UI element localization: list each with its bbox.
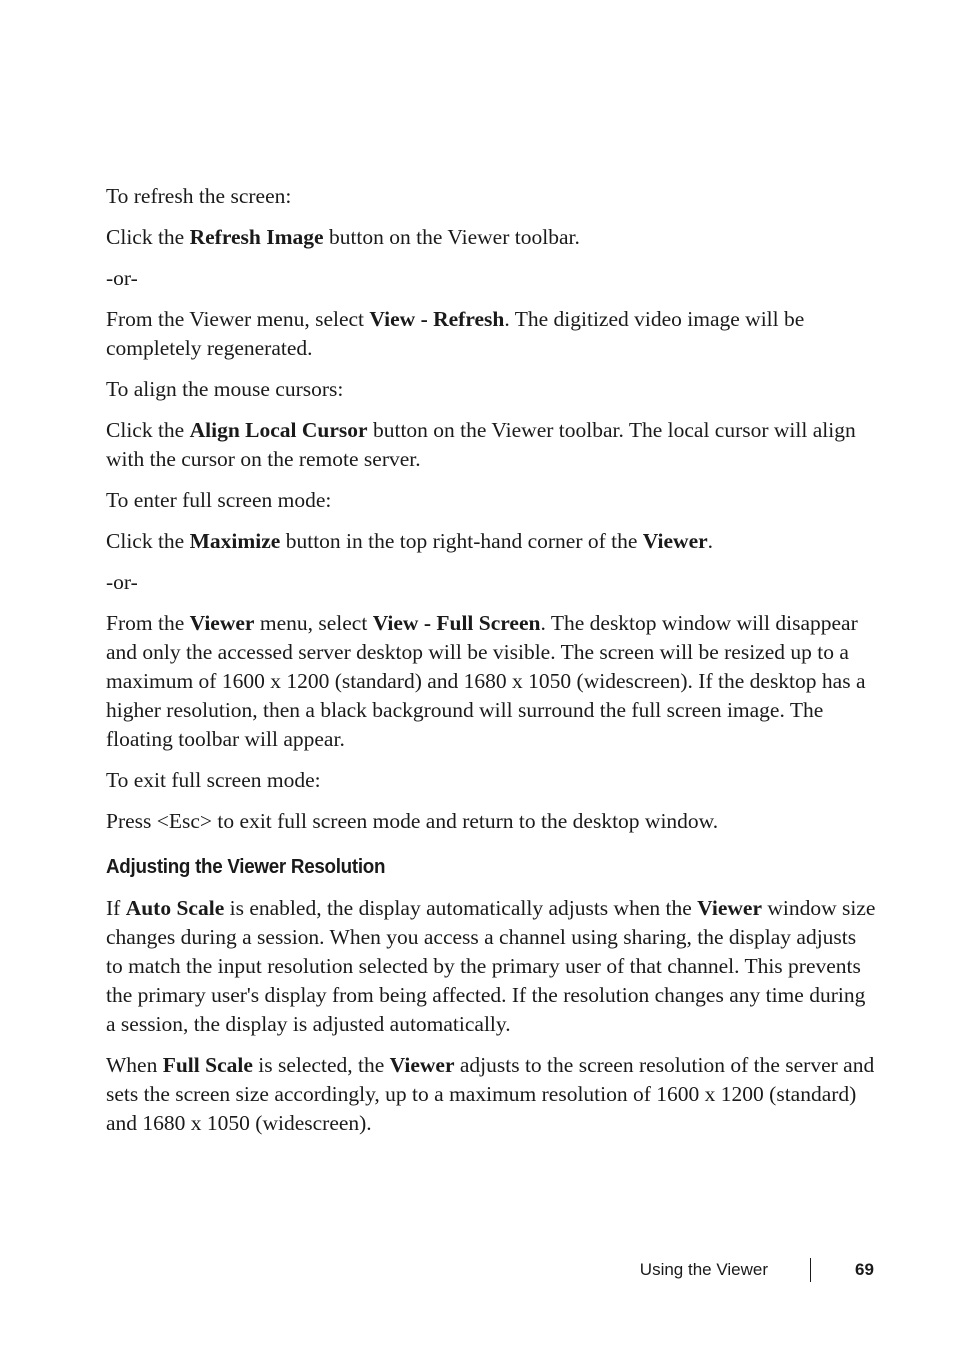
term-viewer: Viewer — [642, 529, 708, 553]
paragraph-maximize: Click the Maximize button in the top right-hand corner of the Viewer. — [106, 529, 714, 553]
footer-chapter-title: Using the Viewer — [639, 1260, 768, 1279]
section-heading: Adjusting the Viewer Resolution — [106, 856, 386, 878]
paragraph-refresh-toolbar: Click the Refresh Image button on the Viewer toolbar. — [106, 225, 580, 249]
term-viewer: Viewer — [697, 896, 762, 920]
page-content — [106, 182, 876, 1150]
term-refresh-image: Refresh Image — [189, 225, 324, 249]
term-align-local-cursor: Align Local Cursor — [189, 418, 368, 442]
term-view-refresh: View - Refresh — [369, 307, 505, 331]
paragraph-or-2: -or- — [106, 570, 138, 594]
paragraph-fullscreen-intro: To enter full screen mode: — [106, 488, 332, 512]
footer-divider — [810, 1258, 811, 1282]
paragraph-refresh-menu: From the Viewer menu, select View - Refresh. The digitized video image will be completely regenerated. — [106, 307, 805, 360]
paragraph-or-1: -or- — [106, 266, 138, 290]
page-number: 69 — [855, 1260, 874, 1279]
paragraph-exit-esc: Press <Esc> to exit full screen mode and return to the desktop window. — [106, 809, 719, 833]
paragraph-auto-scale: If Auto Scale is enabled, the display automatically adjusts when the Viewer window size changes during a session. When you access a channel using sharing, the display adjusts to match the input resolution selected by the primary user of that channel. This prevents the primary user's display from being affected. If the resolution changes any time during a session, the display is adjusted automatically. — [106, 896, 876, 1036]
term-full-scale: Full Scale — [162, 1053, 253, 1077]
paragraph-full-scale: When Full Scale is selected, the Viewer adjusts to the screen resolution of the server and sets the screen size accordingly, up to a maximum resolution of 1600 x 1200 (standard) and 1680 x 1050 (widescreen). — [106, 1053, 875, 1135]
term-viewer: Viewer — [189, 611, 255, 635]
paragraph-exit-intro: To exit full screen mode: — [106, 768, 321, 792]
term-viewer: Viewer — [389, 1053, 455, 1077]
paragraph-fullscreen-menu: From the Viewer menu, select View - Full Screen. The desktop window will disappear and only the accessed server desktop will be visible. The screen will be resized up to a maximum of 1600 x 1200 (standard) and 1680 x 1050 (widescreen). If the desktop has a higher resolution, then a black background will surround the full screen image. The floating toolbar will appear. — [106, 611, 866, 751]
paragraph-align-toolbar: Click the Align Local Cursor button on the Viewer toolbar. The local cursor will align with the cursor on the remote server. — [106, 418, 856, 471]
page-footer — [0, 1258, 954, 1284]
paragraph-align-intro: To align the mouse cursors: — [106, 377, 344, 401]
term-view-full-screen: View - Full Screen — [372, 611, 541, 635]
term-auto-scale: Auto Scale — [125, 896, 225, 920]
term-maximize: Maximize — [189, 529, 281, 553]
paragraph-refresh-intro: To refresh the screen: — [106, 184, 292, 208]
